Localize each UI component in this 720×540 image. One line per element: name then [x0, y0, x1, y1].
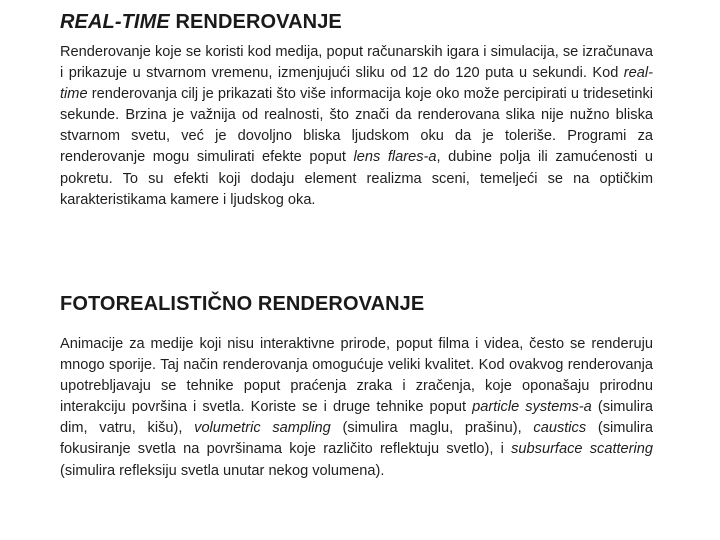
heading-italic-part: REAL-TIME — [60, 11, 170, 33]
text-run: Animacije za medije koji nisu interaktivne prirode, poput filma i videa, često se renderuju mnogo sporije. Taj način renderovanja omogućuje veliki kvalitet. Kod ovakvog renderovanja upotrebljavaju se tehnike poput praćenja zraka i zračenja, koje oponašaju prirodnu interakciju površina i svetla. Koriste se i druge tehnike poput — [60, 336, 653, 416]
italic-term: particle systems-a — [472, 399, 592, 416]
text-run: (simulira fokusiranje svetla na površinama koje različito reflektuju svetlo), i — [60, 420, 654, 458]
italic-term: volumetric sampling — [194, 420, 331, 437]
italic-term: lens flares-a — [353, 149, 437, 166]
italic-term: real-time — [60, 65, 653, 103]
text-run: (simulira maglu, prašinu), — [330, 420, 534, 437]
text-run: , dubine polja ili zamućenosti u pokretu. To su efekti koji dodaju element realizma sceni, temeljeći se na optičkim karakteristikama kamere i ljudskog oka. — [60, 149, 653, 208]
italic-term: caustics — [533, 420, 587, 437]
heading-rest-part: RENDEROVANJE — [169, 11, 342, 33]
paragraph-photorealistic — [60, 334, 653, 482]
text-run: renderovanja cilj je prikazati što više informacija koje oko može percipirati u tridesetinki sekunde. Brzina je važnija od realnosti, što znači da renderovana slika nije nužno bliska stvarnom svetu, već je dovoljno bliska ljudskom oku da je toleriše. Programi za renderovanje mogu simulirati efekte poput — [60, 86, 653, 166]
text-run: Renderovanje koje se koristi kod medija, poput računarskih igara i simulacija, se izračunava i prikazuje u stvarnom vremenu, izmenjujući sliku od 12 do 120 puta u sekundi. Kod — [60, 44, 653, 82]
text-run: (simulira dim, vatru, kišu), — [60, 399, 654, 437]
section-heading-photorealistic: FOTOREALISTIČNO RENDEROVANJE — [60, 293, 425, 315]
italic-term: subsurface scattering — [511, 441, 654, 458]
paragraph-real-time — [60, 42, 653, 211]
section-heading-real-time — [60, 10, 342, 34]
text-run: (simulira refleksiju svetla unutar nekog volumena). — [60, 462, 385, 479]
